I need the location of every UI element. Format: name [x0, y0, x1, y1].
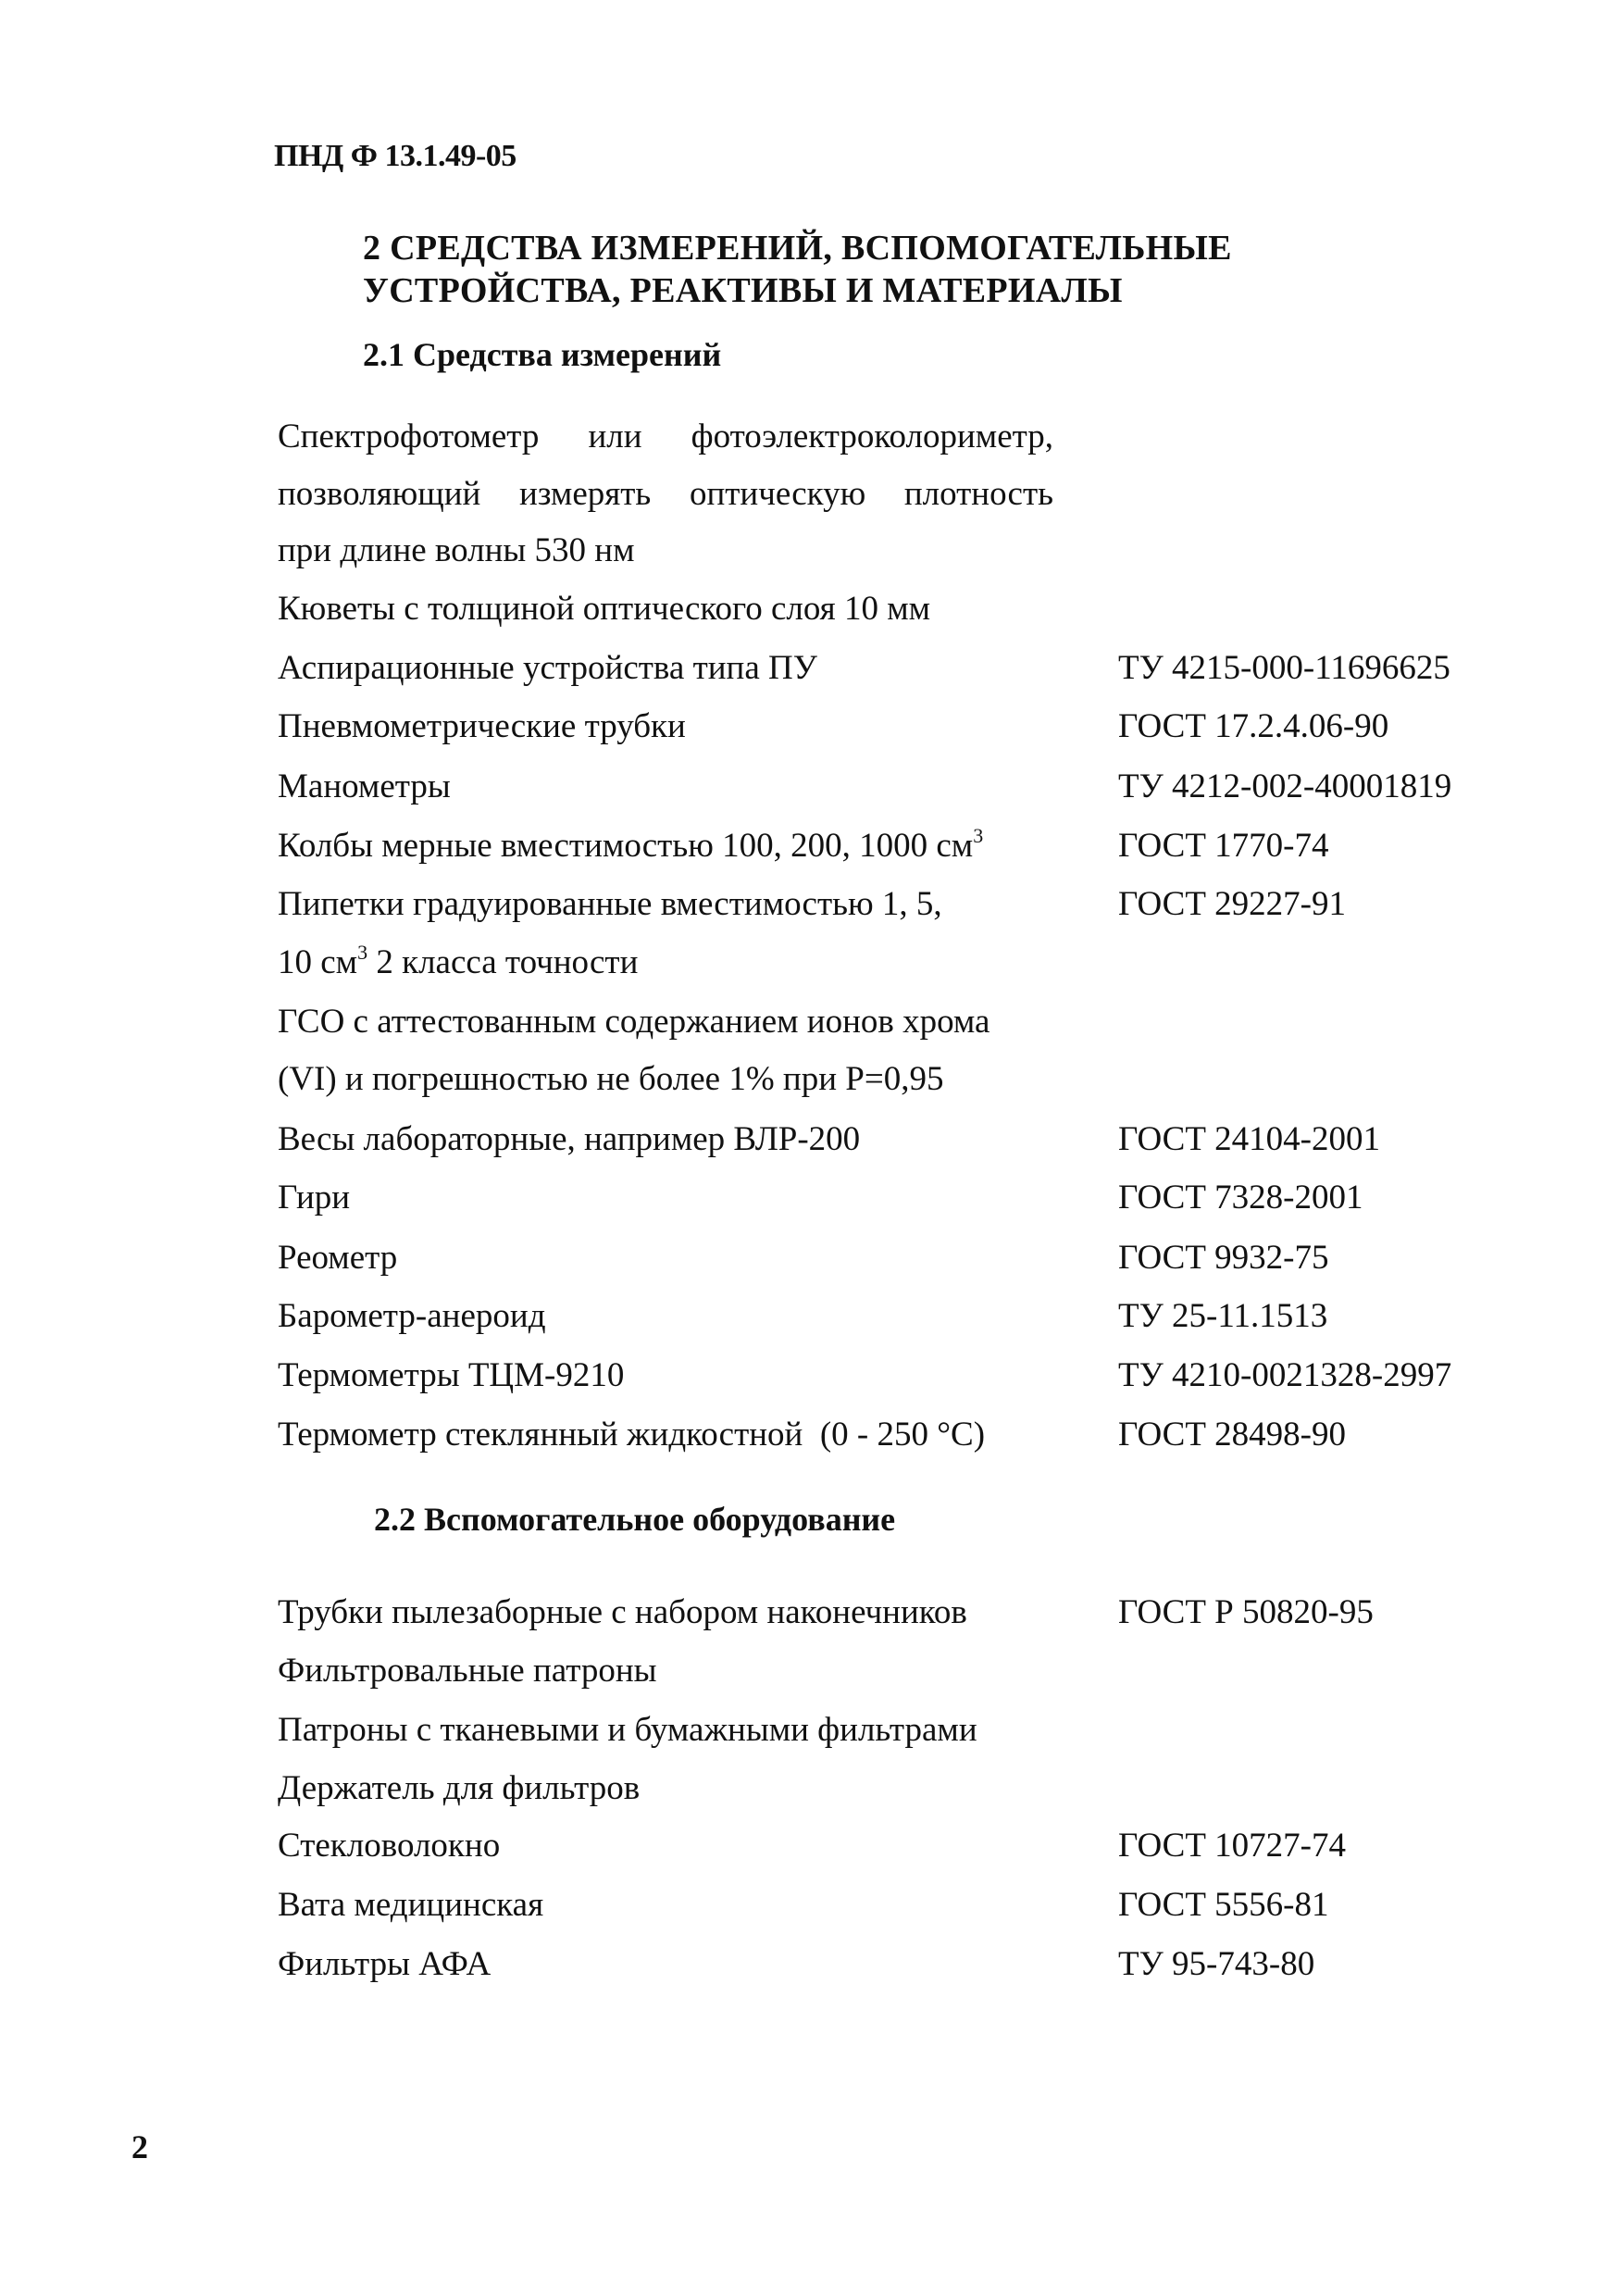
item-name: Аспирационные устройства типа ПУ [278, 649, 817, 687]
item-name: Фильтры АФА [278, 1945, 492, 1983]
item-standard: ТУ 95-743-80 [1118, 1945, 1315, 1983]
item-standard: ТУ 4210-0021328-2997 [1118, 1356, 1452, 1394]
list-item [278, 1583, 1500, 1642]
list-item [278, 1346, 1500, 1405]
item-name: Реометр [278, 1239, 398, 1277]
list-item [278, 1229, 1500, 1288]
list-item [278, 521, 1500, 580]
list-item [278, 1168, 1500, 1228]
item-name: Держатель для фильтров [278, 1769, 641, 1807]
item-name: Термометры ТЦМ-9210 [278, 1356, 625, 1394]
item-standard: ГОСТ 28498-90 [1118, 1416, 1346, 1454]
item-standard: ГОСТ 10727-74 [1118, 1827, 1346, 1865]
item-standard: ТУ 4215-000-11696625 [1118, 649, 1450, 687]
list-item [278, 1701, 1500, 1760]
item-name: Весы лабораторные, например ВЛР-200 [278, 1120, 861, 1158]
item-name-text: 10 см [278, 943, 358, 981]
item-standard: ТУ 25-11.1513 [1118, 1297, 1328, 1335]
item-standard: ГОСТ Р 50820-95 [1118, 1593, 1374, 1631]
item-name [278, 933, 638, 992]
item-name: Пневмометрические трубки [278, 707, 686, 745]
section-heading [363, 228, 1232, 312]
subsection-heading-measuring: 2.1 Средства измерений [363, 336, 722, 373]
list-item [278, 1876, 1500, 1935]
section-heading-line-1: 2 СРЕДСТВА ИЗМЕРЕНИЙ, ВСПОМОГАТЕЛЬНЫЕ [363, 229, 1232, 268]
item-standard: ГОСТ 7328-2001 [1118, 1179, 1363, 1217]
item-name: Трубки пылезаборные с набором наконечников [278, 1593, 967, 1631]
item-name: Вата медицинская [278, 1886, 544, 1924]
item-name: Термометр стеклянный жидкостной (0 - 250 °С) [278, 1416, 986, 1454]
item-name: Фильтровальные патроны [278, 1652, 657, 1690]
item-standard: ГОСТ 1770-74 [1118, 827, 1329, 865]
list-item [278, 407, 1500, 467]
list-item [278, 875, 1500, 934]
list-item [278, 1287, 1500, 1346]
page-number: 2 [131, 2128, 148, 2165]
item-name: (VI) и погрешностью не более 1% при Р=0,95 [278, 1060, 944, 1098]
list-item [278, 465, 1500, 524]
item-name: позволяющий измерять оптическую плотность [278, 475, 1053, 513]
item-standard: ГОСТ 24104-2001 [1118, 1120, 1380, 1158]
item-name: Барометр-анероид [278, 1297, 546, 1335]
superscript: 3 [973, 824, 984, 847]
item-standard: ГОСТ 17.2.4.06-90 [1118, 707, 1389, 745]
list-item [278, 1641, 1500, 1701]
item-standard: ГОСТ 29227-91 [1118, 885, 1346, 923]
item-name: при длине волны 530 нм [278, 531, 635, 569]
list-item [278, 1110, 1500, 1169]
list-item [278, 1050, 1500, 1109]
list-item [278, 757, 1500, 817]
list-item [278, 1759, 1500, 1818]
list-item [278, 992, 1500, 1052]
list-item [278, 817, 1500, 876]
superscript: 3 [357, 941, 368, 964]
list-item [278, 1816, 1500, 1876]
item-standard: ТУ 4212-002-40001819 [1118, 767, 1452, 805]
list-item [278, 580, 1500, 639]
item-standard: ГОСТ 5556-81 [1118, 1886, 1329, 1924]
section-heading-line-2: УСТРОЙСТВА, РЕАКТИВЫ И МАТЕРИАЛЫ [363, 270, 1123, 310]
item-name: Манометры [278, 767, 451, 805]
item-name: Кюветы с толщиной оптического слоя 10 мм [278, 590, 931, 628]
item-name: Стекловолокно [278, 1827, 501, 1865]
list-item [278, 697, 1500, 756]
item-name: ГСО с аттестованным содержанием ионов хрома [278, 1003, 990, 1041]
item-name: Пипетки градуированные вместимостью 1, 5, [278, 885, 942, 923]
item-name [278, 817, 983, 876]
subsection-heading-auxiliary: 2.2 Вспомогательное оборудование [374, 1501, 896, 1538]
document-code: ПНД Ф 13.1.49-05 [274, 139, 517, 173]
item-standard: ГОСТ 9932-75 [1118, 1239, 1329, 1277]
item-name: Гири [278, 1179, 351, 1217]
list-item [278, 639, 1500, 698]
item-name: Спектрофотометр или фотоэлектроколориметр, [278, 418, 1053, 455]
list-item [278, 1935, 1500, 1994]
item-name-text: 2 класса точности [367, 943, 639, 981]
list-item [278, 1405, 1500, 1465]
item-name: Патроны с тканевыми и бумажными фильтрами [278, 1711, 977, 1749]
list-item [278, 933, 1500, 992]
item-name-text: Колбы мерные вместимостью 100, 200, 1000 см [278, 827, 974, 865]
